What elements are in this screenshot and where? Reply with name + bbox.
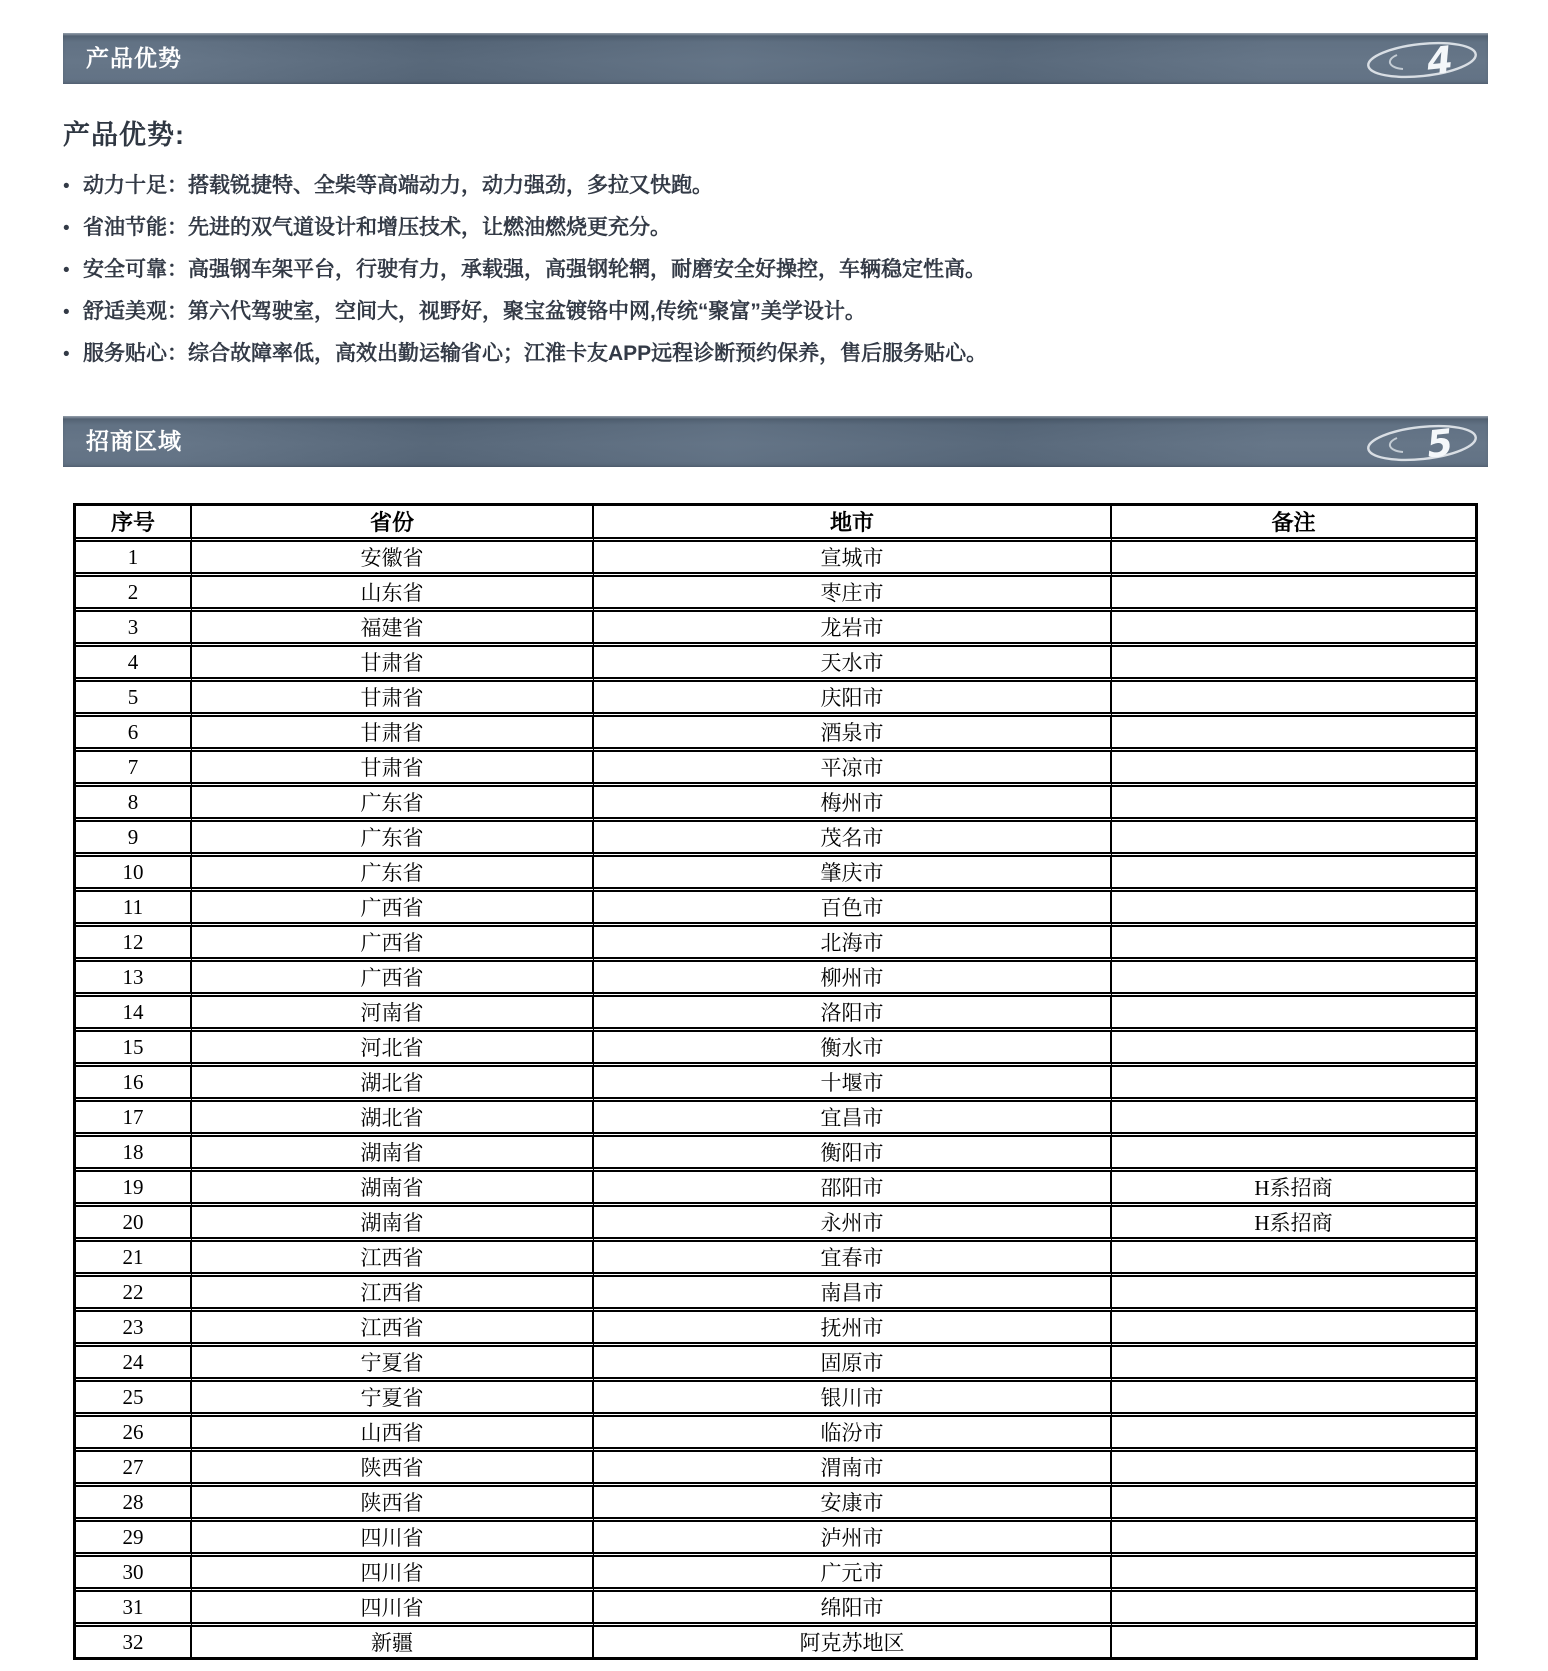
- cell-remark: [1112, 1557, 1475, 1592]
- cell-city: 十堰市: [594, 1067, 1112, 1102]
- cell-city: 泸州市: [594, 1522, 1112, 1557]
- cell-province: 山西省: [192, 1417, 594, 1452]
- cell-city: 百色市: [594, 892, 1112, 927]
- cell-seq: 14: [76, 997, 192, 1032]
- cell-province: 宁夏省: [192, 1382, 594, 1417]
- cell-seq: 3: [76, 612, 192, 647]
- table-row: [76, 752, 1475, 787]
- cell-seq: 27: [76, 1452, 192, 1487]
- cell-seq: 24: [76, 1347, 192, 1382]
- table-row: [76, 682, 1475, 717]
- table-row: [76, 1557, 1475, 1592]
- cell-remark: [1112, 1417, 1475, 1452]
- cell-city: 宜春市: [594, 1242, 1112, 1277]
- cell-remark: [1112, 1102, 1475, 1137]
- table-row: [76, 1382, 1475, 1417]
- advantage-label: 服务贴心：: [83, 342, 188, 365]
- cell-seq: 13: [76, 962, 192, 997]
- cell-province: 湖南省: [192, 1207, 594, 1242]
- table-row: [76, 612, 1475, 647]
- table-row: [76, 1347, 1475, 1382]
- page-number-badge: [1363, 414, 1485, 470]
- cell-province: 广西省: [192, 962, 594, 997]
- cell-remark: [1112, 542, 1475, 577]
- cell-seq: 17: [76, 1102, 192, 1137]
- banner-title: 招商区域: [86, 428, 182, 454]
- cell-province: 甘肃省: [192, 752, 594, 787]
- header-province: 省份: [192, 506, 594, 542]
- cell-province: 河南省: [192, 997, 594, 1032]
- cell-remark: [1112, 612, 1475, 647]
- cell-seq: 26: [76, 1417, 192, 1452]
- cell-remark: [1112, 717, 1475, 752]
- cell-seq: 19: [76, 1172, 192, 1207]
- advantage-item: [63, 333, 1488, 375]
- cell-province: 广东省: [192, 822, 594, 857]
- cell-remark: [1112, 1452, 1475, 1487]
- table-row: [76, 787, 1475, 822]
- cell-remark: [1112, 962, 1475, 997]
- table-header-row: [76, 506, 1475, 542]
- cell-remark: [1112, 577, 1475, 612]
- cell-seq: 1: [76, 542, 192, 577]
- advantage-text: 先进的双气道设计和增压技术，让燃油燃烧更充分。: [188, 216, 671, 239]
- advantage-text: 第六代驾驶室，空间大，视野好，聚宝盆镀铬中网,传统“聚富”美学设计。: [188, 300, 866, 323]
- cell-remark: [1112, 787, 1475, 822]
- cell-seq: 31: [76, 1592, 192, 1627]
- cell-city: 北海市: [594, 927, 1112, 962]
- advantage-item: [63, 291, 1488, 333]
- cell-province: 江西省: [192, 1277, 594, 1312]
- table-row: [76, 1067, 1475, 1102]
- advantage-item: [63, 165, 1488, 207]
- cell-city: 银川市: [594, 1382, 1112, 1417]
- cell-province: 甘肃省: [192, 682, 594, 717]
- bullet-icon: •: [63, 218, 70, 239]
- table-row: [76, 1452, 1475, 1487]
- cell-province: 湖北省: [192, 1102, 594, 1137]
- cell-seq: 30: [76, 1557, 192, 1592]
- cell-city: 洛阳市: [594, 997, 1112, 1032]
- cell-city: 酒泉市: [594, 717, 1112, 752]
- cell-city: 永州市: [594, 1207, 1112, 1242]
- advantages-list: [63, 165, 1488, 375]
- cell-remark: [1112, 1592, 1475, 1627]
- cell-province: 河北省: [192, 1032, 594, 1067]
- page-number-badge: [1363, 31, 1485, 87]
- advantage-item: [63, 207, 1488, 249]
- cell-seq: 4: [76, 647, 192, 682]
- page-number: 4: [1424, 37, 1455, 84]
- header-city: 地市: [594, 506, 1112, 542]
- ellipse-flourish-icon: [1390, 438, 1403, 452]
- cell-seq: 28: [76, 1487, 192, 1522]
- cell-remark: [1112, 1627, 1475, 1657]
- cell-province: 湖南省: [192, 1172, 594, 1207]
- cell-seq: 7: [76, 752, 192, 787]
- cell-remark: [1112, 1487, 1475, 1522]
- header-remark: 备注: [1112, 506, 1475, 542]
- cell-seq: 15: [76, 1032, 192, 1067]
- table-row: [76, 1627, 1475, 1657]
- cell-seq: 25: [76, 1382, 192, 1417]
- table-row: [76, 1592, 1475, 1627]
- bullet-icon: •: [63, 302, 70, 323]
- ellipse-flourish-icon: [1390, 55, 1403, 69]
- cell-province: 江西省: [192, 1242, 594, 1277]
- table-row: [76, 577, 1475, 612]
- table-row: [76, 962, 1475, 997]
- cell-city: 枣庄市: [594, 577, 1112, 612]
- table-row: [76, 1207, 1475, 1242]
- cell-province: 甘肃省: [192, 717, 594, 752]
- cell-city: 渭南市: [594, 1452, 1112, 1487]
- cell-city: 安康市: [594, 1487, 1112, 1522]
- advantage-label: 动力十足：: [83, 174, 188, 197]
- cell-province: 广西省: [192, 927, 594, 962]
- table-row: [76, 1242, 1475, 1277]
- section-banner-investment-regions: [63, 416, 1488, 467]
- cell-city: 龙岩市: [594, 612, 1112, 647]
- cell-seq: 12: [76, 927, 192, 962]
- cell-city: 抚州市: [594, 1312, 1112, 1347]
- cell-remark: [1112, 682, 1475, 717]
- cell-city: 宜昌市: [594, 1102, 1112, 1137]
- cell-seq: 23: [76, 1312, 192, 1347]
- cell-province: 江西省: [192, 1312, 594, 1347]
- table-row: [76, 1417, 1475, 1452]
- cell-province: 四川省: [192, 1557, 594, 1592]
- cell-remark: H系招商: [1112, 1172, 1475, 1207]
- cell-seq: 11: [76, 892, 192, 927]
- cell-remark: [1112, 822, 1475, 857]
- cell-remark: [1112, 1277, 1475, 1312]
- ellipse-mark-icon: [1367, 38, 1478, 81]
- cell-province: 四川省: [192, 1522, 594, 1557]
- bullet-icon: •: [63, 344, 70, 365]
- cell-seq: 16: [76, 1067, 192, 1102]
- bullet-icon: •: [63, 260, 70, 281]
- table-row: [76, 822, 1475, 857]
- cell-city: 邵阳市: [594, 1172, 1112, 1207]
- cell-seq: 32: [76, 1627, 192, 1657]
- cell-city: 绵阳市: [594, 1592, 1112, 1627]
- section-banner-product-advantages: [63, 33, 1488, 84]
- cell-city: 固原市: [594, 1347, 1112, 1382]
- cell-seq: 22: [76, 1277, 192, 1312]
- cell-city: 天水市: [594, 647, 1112, 682]
- table-row: [76, 1102, 1475, 1137]
- cell-province: 陕西省: [192, 1487, 594, 1522]
- cell-city: 广元市: [594, 1557, 1112, 1592]
- table-row: [76, 717, 1475, 752]
- cell-remark: [1112, 647, 1475, 682]
- cell-city: 茂名市: [594, 822, 1112, 857]
- cell-remark: [1112, 997, 1475, 1032]
- cell-remark: [1112, 1522, 1475, 1557]
- advantage-text: 综合故障率低，高效出勤运输省心；江淮卡友APP远程诊断预约保养，售后服务贴心。: [188, 342, 988, 365]
- cell-remark: H系招商: [1112, 1207, 1475, 1242]
- cell-remark: [1112, 1347, 1475, 1382]
- table-row: [76, 927, 1475, 962]
- cell-province: 湖北省: [192, 1067, 594, 1102]
- table-row: [76, 1487, 1475, 1522]
- cell-city: 衡水市: [594, 1032, 1112, 1067]
- cell-province: 广东省: [192, 857, 594, 892]
- cell-province: 山东省: [192, 577, 594, 612]
- cell-province: 广东省: [192, 787, 594, 822]
- cell-province: 安徽省: [192, 542, 594, 577]
- advantage-label: 安全可靠：: [83, 258, 188, 281]
- ellipse-mark-icon: [1367, 420, 1478, 467]
- table-row: [76, 1312, 1475, 1347]
- cell-city: 阿克苏地区: [594, 1627, 1112, 1657]
- table-row: [76, 1137, 1475, 1172]
- cell-province: 甘肃省: [192, 647, 594, 682]
- table-row: [76, 857, 1475, 892]
- cell-city: 梅州市: [594, 787, 1112, 822]
- table-row: [76, 1277, 1475, 1312]
- cell-province: 四川省: [192, 1592, 594, 1627]
- advantage-item: [63, 249, 1488, 291]
- cell-remark: [1112, 1312, 1475, 1347]
- cell-remark: [1112, 1242, 1475, 1277]
- page-number: 5: [1424, 420, 1455, 467]
- cell-remark: [1112, 752, 1475, 787]
- cell-seq: 9: [76, 822, 192, 857]
- advantage-text: 搭载锐捷特、全柴等高端动力，动力强劲，多拉又快跑。: [188, 174, 713, 197]
- regions-table: [73, 503, 1478, 1660]
- cell-city: 衡阳市: [594, 1137, 1112, 1172]
- cell-city: 平凉市: [594, 752, 1112, 787]
- cell-seq: 6: [76, 717, 192, 752]
- cell-seq: 10: [76, 857, 192, 892]
- advantage-label: 省油节能：: [83, 216, 188, 239]
- table-row: [76, 1172, 1475, 1207]
- cell-seq: 18: [76, 1137, 192, 1172]
- cell-remark: [1112, 892, 1475, 927]
- table-row: [76, 542, 1475, 577]
- cell-remark: [1112, 1032, 1475, 1067]
- cell-remark: [1112, 1382, 1475, 1417]
- cell-remark: [1112, 927, 1475, 962]
- cell-remark: [1112, 1067, 1475, 1102]
- advantage-label: 舒适美观：: [83, 300, 188, 323]
- cell-seq: 21: [76, 1242, 192, 1277]
- cell-province: 宁夏省: [192, 1347, 594, 1382]
- cell-province: 广西省: [192, 892, 594, 927]
- table-row: [76, 892, 1475, 927]
- cell-province: 新疆: [192, 1627, 594, 1657]
- table-row: [76, 997, 1475, 1032]
- cell-city: 南昌市: [594, 1277, 1112, 1312]
- cell-remark: [1112, 1137, 1475, 1172]
- cell-province: 福建省: [192, 612, 594, 647]
- advantage-text: 高强钢车架平台，行驶有力，承载强，高强钢轮辋，耐磨安全好操控，车辆稳定性高。: [188, 258, 986, 281]
- table-row: [76, 1522, 1475, 1557]
- advantages-heading: 产品优势:: [63, 120, 185, 150]
- cell-seq: 29: [76, 1522, 192, 1557]
- table-row: [76, 1032, 1475, 1067]
- cell-remark: [1112, 857, 1475, 892]
- bullet-icon: •: [63, 176, 70, 197]
- cell-city: 柳州市: [594, 962, 1112, 997]
- cell-city: 庆阳市: [594, 682, 1112, 717]
- cell-province: 湖南省: [192, 1137, 594, 1172]
- cell-seq: 20: [76, 1207, 192, 1242]
- cell-city: 宣城市: [594, 542, 1112, 577]
- header-seq: 序号: [76, 506, 192, 542]
- cell-city: 肇庆市: [594, 857, 1112, 892]
- banner-title: 产品优势: [86, 45, 182, 71]
- table-row: [76, 647, 1475, 682]
- cell-seq: 8: [76, 787, 192, 822]
- table-body: [76, 542, 1475, 1657]
- cell-seq: 5: [76, 682, 192, 717]
- cell-city: 临汾市: [594, 1417, 1112, 1452]
- cell-province: 陕西省: [192, 1452, 594, 1487]
- cell-seq: 2: [76, 577, 192, 612]
